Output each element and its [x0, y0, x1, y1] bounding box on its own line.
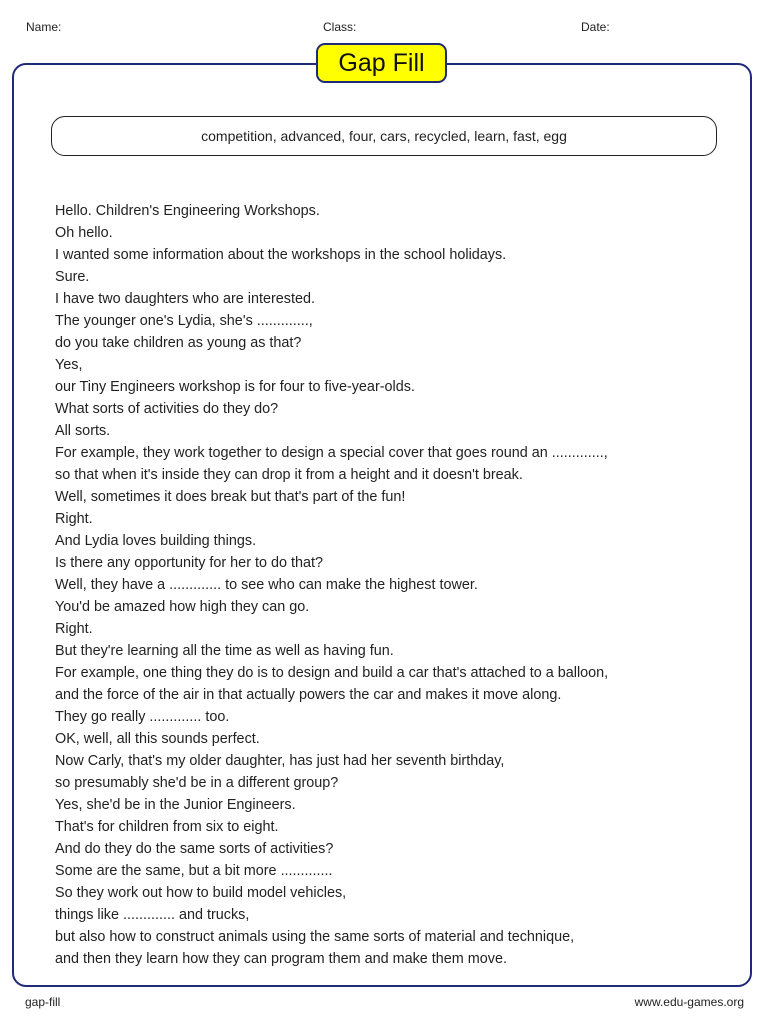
dialogue-text [55, 200, 735, 970]
dialogue-line: Oh hello. [55, 225, 113, 241]
dialogue-line: do you take children as young as that? [55, 335, 302, 351]
dialogue-line: Right. [55, 621, 93, 637]
dialogue-line: Well, they have a ............. to see who can make the highest tower. [55, 577, 478, 593]
date-label: Date: [581, 20, 610, 34]
dialogue-line: Now Carly, that's my older daughter, has just had her seventh birthday, [55, 753, 505, 769]
dialogue-line: so that when it's inside they can drop it from a height and it doesn't break. [55, 467, 523, 483]
dialogue-line: For example, they work together to design a special cover that goes round an ............., [55, 445, 608, 461]
dialogue-line: Is there any opportunity for her to do that? [55, 555, 323, 571]
class-label: Class: [323, 20, 357, 34]
dialogue-line: You'd be amazed how high they can go. [55, 599, 310, 615]
dialogue-line: our Tiny Engineers workshop is for four to five-year-olds. [55, 379, 415, 395]
dialogue-line: OK, well, all this sounds perfect. [55, 731, 260, 747]
dialogue-line: and then they learn how they can program them and make them move. [55, 951, 507, 967]
dialogue-line: That's for children from six to eight. [55, 819, 279, 835]
dialogue-line: The younger one's Lydia, she's ............., [55, 313, 313, 329]
footer-website: www.edu-games.org [634, 995, 744, 1009]
dialogue-line: And Lydia loves building things. [55, 533, 257, 549]
page-title: Gap Fill [316, 43, 447, 83]
dialogue-line: so presumably she'd be in a different group? [55, 775, 339, 791]
dialogue-line: I wanted some information about the workshops in the school holidays. [55, 247, 507, 263]
dialogue-line: So they work out how to build model vehicles, [55, 885, 347, 901]
dialogue-line: but also how to construct animals using the same sorts of material and technique, [55, 929, 575, 945]
dialogue-line: and the force of the air in that actually powers the car and makes it move along. [55, 687, 562, 703]
dialogue-line: Some are the same, but a bit more ............. [55, 863, 333, 879]
word-bank: competition, advanced, four, cars, recycled, learn, fast, egg [51, 116, 717, 156]
name-label: Name: [26, 20, 62, 34]
dialogue-line: I have two daughters who are interested. [55, 291, 315, 307]
dialogue-line: And do they do the same sorts of activities? [55, 841, 334, 857]
dialogue-line: Yes, she'd be in the Junior Engineers. [55, 797, 296, 813]
dialogue-line: What sorts of activities do they do? [55, 401, 279, 417]
dialogue-line: For example, one thing they do is to design and build a car that's attached to a balloon, [55, 665, 609, 681]
dialogue-line: Sure. [55, 269, 90, 285]
dialogue-line: All sorts. [55, 423, 111, 439]
dialogue-line: things like ............. and trucks, [55, 907, 250, 923]
footer-label: gap-fill [25, 995, 61, 1009]
dialogue-line: But they're learning all the time as well as having fun. [55, 643, 394, 659]
dialogue-line: Yes, [55, 357, 83, 373]
dialogue-line: Right. [55, 511, 93, 527]
dialogue-line: They go really ............. too. [55, 709, 230, 725]
dialogue-line: Hello. Children's Engineering Workshops. [55, 203, 320, 219]
dialogue-line: Well, sometimes it does break but that's part of the fun! [55, 489, 406, 505]
